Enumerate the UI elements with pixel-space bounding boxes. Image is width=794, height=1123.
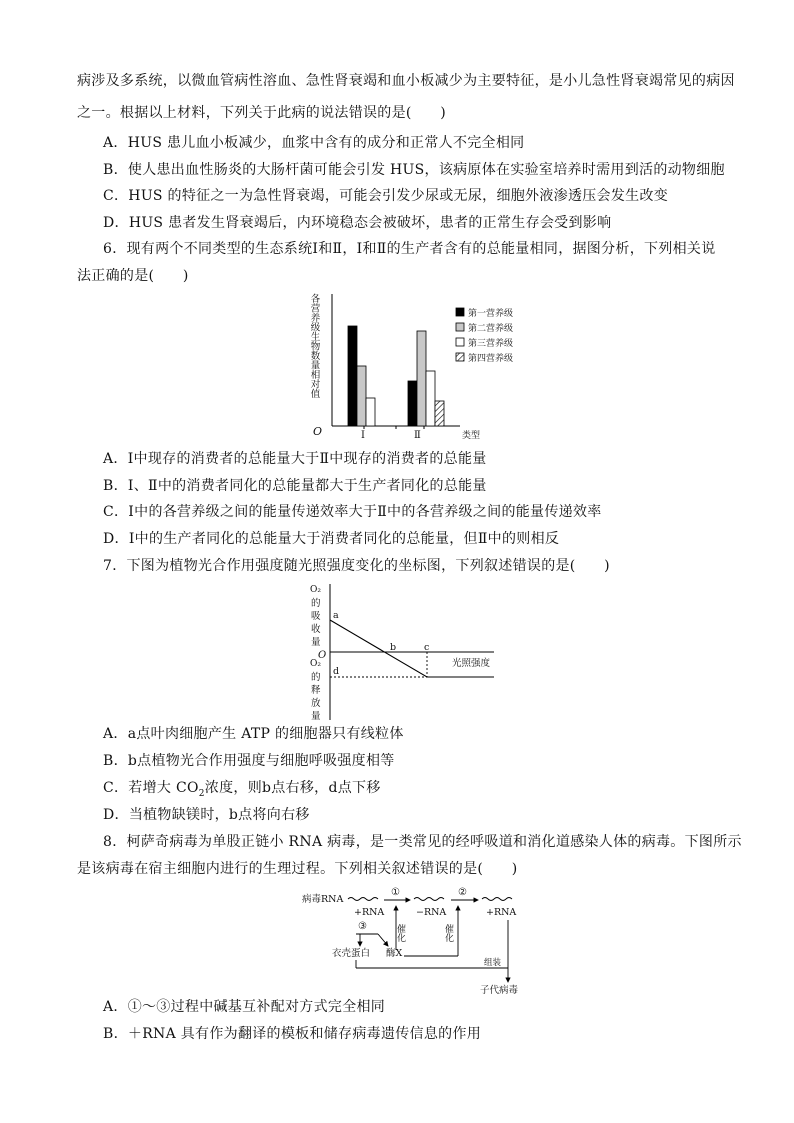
q6-option-a[interactable]: A．Ⅰ中现存的消费者的总能量大于Ⅱ中现存的消费者的总能量 [103,451,487,467]
chart-category-1: Ⅰ [361,430,365,441]
q8-option-a[interactable]: A．①～③过程中碱基互补配对方式完全相同 [103,999,386,1015]
graph-point-a: a [333,610,339,621]
photosynthesis-graph [310,582,510,722]
diagram-step-3: ③ [358,921,367,932]
q5-stem-line2: 之一。根据以上材料，下列关于此病的说法错误的是( ) [77,105,447,121]
graph-y-bottom-5: 量 [311,711,321,722]
legend-label-2: 第二营养级 [468,324,514,334]
graph-y-top-5: 量 [311,637,321,648]
legend-swatch-4 [456,353,464,361]
diagram-enzyme: 酶X [386,948,403,959]
diagram-minus-rna: −RNA [416,907,447,918]
q8-stem-line1: 8．柯萨奇病毒为单股正链小 RNA 病毒，是一类常见的经呼吸道和消化道感染人体的病毒。下图所示 [103,834,742,850]
graph-y-bottom-1: O₂ [310,659,321,669]
virus-cycle-diagram [300,884,540,994]
q7-option-c[interactable]: C．若增大 $CO_2$浓度，则b点右移，d点下移 [103,780,381,799]
diagram-plus-rna-right: +RNA [486,907,517,918]
legend-swatch-1 [456,308,464,316]
q7-stem: 7．下图为植物光合作用强度随光照强度变化的坐标图，下列叙述错误的是( ) [103,558,610,574]
bar-2-series-3 [426,371,435,426]
legend-swatch-3 [456,338,464,346]
diagram-plus-rna-left: +RNA [354,907,385,918]
q5-option-b[interactable]: B．使人患出血性肠炎的大肠杆菌可能会引发 HUS，该病原体在实验室培养时需用到活的动物细胞 [103,162,725,178]
q8-stem-line2: 是该病毒在宿主细胞内进行的生理过程。下列相关叙述错误的是( ) [77,861,518,877]
q6-option-b[interactable]: B．Ⅰ、Ⅱ中的消费者同化的总能量都大于生产者同化的总能量 [103,478,487,494]
q6-stem-line2: 法正确的是( ) [77,268,189,284]
legend-label-3: 第三营养级 [468,339,514,349]
bar-1-series-3 [366,398,375,426]
chart-category-2: Ⅱ [414,430,421,441]
chart-legend [456,307,513,364]
diagram-wave-2 [414,898,444,901]
bar-2-series-4 [435,401,444,426]
graph-y-bottom-4: 放 [311,698,321,709]
q8-option-b[interactable]: B．＋RNA 具有作为翻译的模板和储存病毒遗传信息的作用 [103,1026,482,1042]
bar-1-series-2 [357,366,366,426]
diagram-progeny: 子代病毒 [480,985,519,994]
q5-option-c[interactable]: C．HUS 的特征之一为急性肾衰竭，可能会引发少尿或无尿，细胞外液渗透压会发生改变 [103,188,669,204]
diagram-step-1: ① [391,887,400,898]
graph-point-c: c [424,642,430,653]
graph-x-label: 光照强度 [452,658,491,669]
graph-y-bottom-3: 释 [311,685,321,696]
q5-stem-line1: 病涉及多系统，以微血管病性溶血、急性肾衰竭和血小板减少为主要特征，是小儿急性肾衰竭常见的病因 [77,73,735,89]
bar-1-series-1 [348,326,357,426]
graph-y-top-4: 收 [311,624,321,635]
legend-label-1: 第一营养级 [468,309,514,319]
diagram-capsid: 衣壳蛋白 [332,948,371,959]
graph-point-d: d [333,666,340,677]
graph-y-top-2: 的 [311,598,321,609]
q6-stem-line1: 6．现有两个不同类型的生态系统Ⅰ和Ⅱ，Ⅰ和Ⅱ的生产者含有的总能量相同，据图分析，下列相关说 [103,241,716,257]
q7-option-b[interactable]: B．b点植物光合作用强度与细胞呼吸强度相等 [103,753,395,769]
graph-point-b: b [390,642,397,653]
graph-origin: O [318,650,327,661]
energy-bar-chart [300,286,540,446]
q7-option-d[interactable]: D．当植物缺镁时，b点将向右移 [103,807,310,823]
diagram-catalyze-1: 催化 [395,924,405,942]
graph-y-bottom-2: 的 [311,672,321,683]
q6-option-d[interactable]: D．Ⅰ中的生产者同化的总能量大于消费者同化的总能量，但Ⅱ中的则相反 [103,531,560,547]
legend-swatch-2 [456,323,464,331]
diagram-arrow-enzyme [378,934,388,946]
graph-y-top-3: 吸 [311,611,321,622]
graph-y-top-1: O₂ [310,585,321,595]
diagram-wave-3 [482,898,512,901]
q6-option-c[interactable]: C．Ⅰ中的各营养级之间的能量传递效率大于Ⅱ中的各营养级之间的能量传递效率 [103,504,602,520]
bar-2-series-2 [417,331,426,426]
diagram-catalyze-2: 催化 [443,924,453,942]
legend-label-4: 第四营养级 [468,354,514,364]
chart-ylabel: 各营养级生物数量相对值 [308,293,320,399]
diagram-step-2: ② [458,887,467,898]
chart-bars [348,326,444,426]
diagram-wave-1 [348,898,378,901]
bar-2-series-1 [408,381,417,426]
chart-origin: O [313,425,323,438]
diagram-assemble: 组装 [484,958,502,968]
q7-option-a[interactable]: A．a点叶肉细胞产生 ATP 的细胞器只有线粒体 [103,726,404,742]
diagram-virus-rna: 病毒RNA [302,894,344,905]
q5-option-d[interactable]: D．HUS 患者发生肾衰竭后，内环境稳态会被破坏，患者的正常生存会受到影响 [103,215,612,231]
chart-xlabel: 类型 [462,431,481,441]
q5-option-a[interactable]: A．HUS 患儿血小板减少，血浆中含有的成分和正常人不完全相同 [103,135,525,151]
